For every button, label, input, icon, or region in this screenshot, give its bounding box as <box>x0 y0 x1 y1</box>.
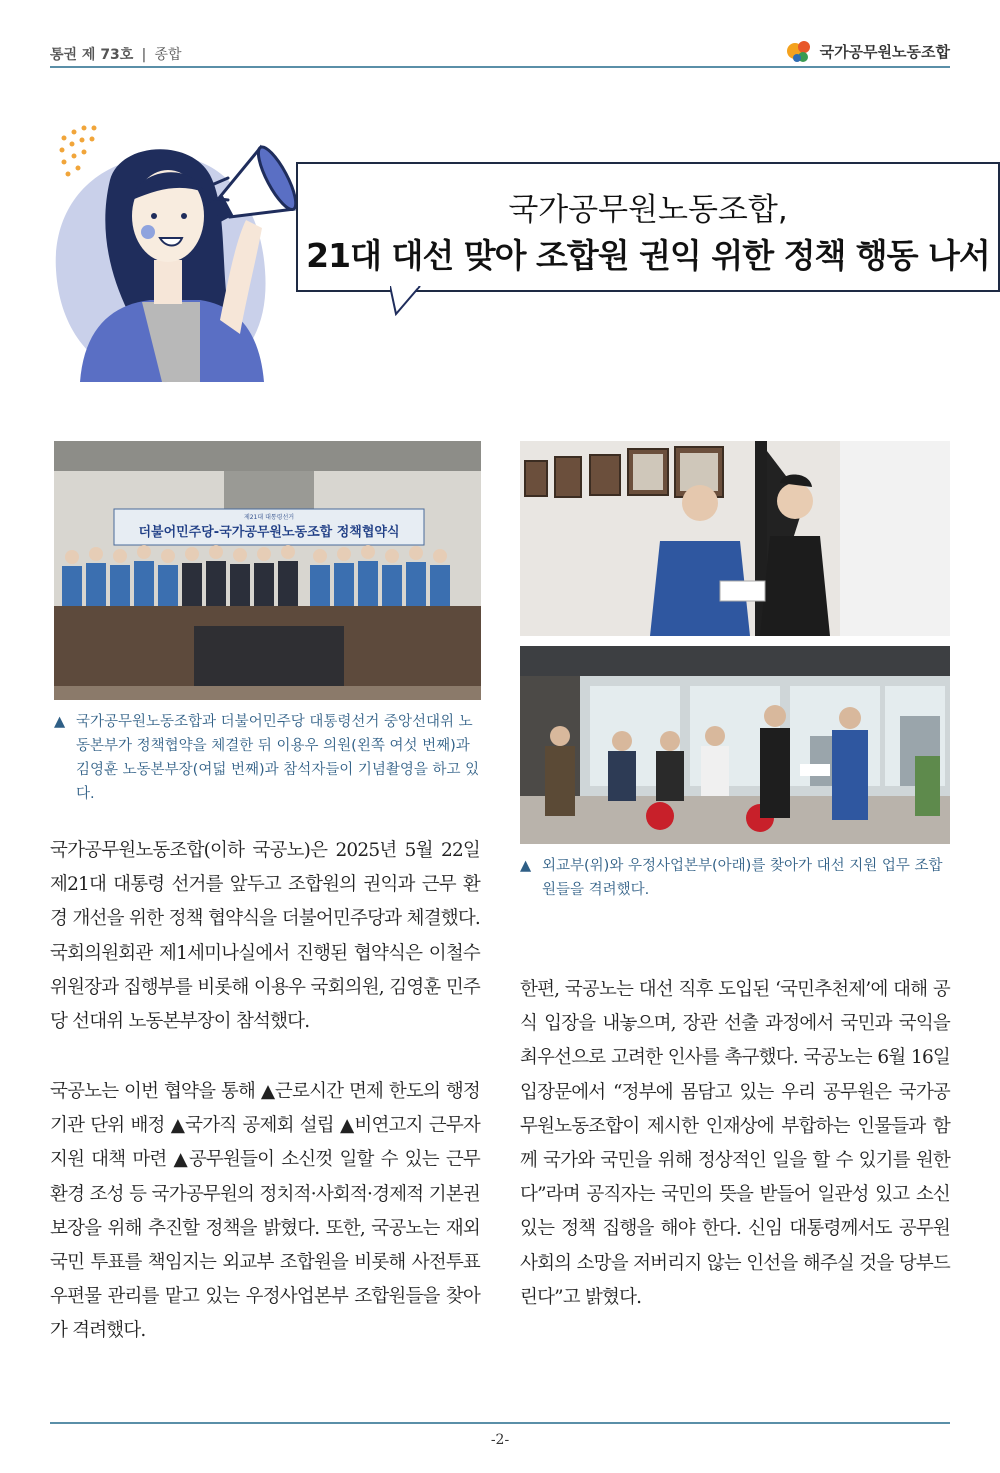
caption-marker-icon: ▲ <box>54 714 66 730</box>
headline-line1: 국가공무원노동조합, <box>508 192 788 228</box>
org-name: 국가공무원노동조합 <box>819 42 950 61</box>
article-paragraph-2: 국공노는 이번 협약을 통해 ▲근로시간 면제 한도의 행정기관 단위 배정 ▲국가직 공제회 설립 ▲비연고지 근무자 지원 대책 마련 ▲공무원들이 소신껏 일할 수 있는 근무 환경 조성 등 국가공무원의 정치적·사회적·경제적 기본권 보장을 위해 추진할 정책을 밝혔다. 또한, 국공노는 재외국민 투표를 책임지는 외교부 조합원을 비롯해 사전투표 우편물 관리를 맡고 있는 우정사업본부 조합원들을 찾아가 격려했다. <box>50 1081 480 1342</box>
postal-visit-photo <box>520 646 950 844</box>
mofa-visit-photo <box>520 441 950 636</box>
org-logo-block <box>786 38 950 64</box>
article-paragraph-1: 국가공무원노동조합(이하 국공노)은 2025년 5월 22일 제21대 대통령 선거를 앞두고 조합원의 권익과 근무 환경 개선을 위한 정책 협약식을 더불어민주당과 체결했다. 국회의원회관 제1세미나실에서 진행된 협약식은 이철수 위원장과 집행부를 비롯해 이용우 국회의원, 김영훈 민주당 선대위 노동본부장이 참석했다. <box>50 840 480 1033</box>
page-header <box>50 38 950 68</box>
header-divider: | <box>141 47 147 63</box>
issue-number: 통권 제 73호 <box>50 47 134 63</box>
bubble-tail <box>390 286 430 316</box>
headline-line2: 21대 대선 맞아 조합원 권익 위한 정책 행동 나서 <box>306 236 990 275</box>
article-paragraph-3: 한편, 국공노는 대선 직후 도입된 ‘국민추천제’에 대해 공식 입장을 내놓으며, 장관 선출 과정에서 국민과 국익을 최우선으로 고려한 인사를 촉구했다. 국공노는 6월 16일 입장문에서 “정부에 몸담고 있는 우리 공무원은 국가공무원노동조합이 제시한 인재상에 부합하는 인물들과 함께 국가와 국민을 위해 정상적인 일을 할 수 있기를 원한다”라며 공직자는 국민의 뜻을 받들어 일관성 있고 소신 있는 정책 집행을 해야 한다. 신임 대통령께서도 공무원 사회의 소망을 저버리지 않는 인선을 해주실 것을 당부드린다”고 밝혔다. <box>520 979 950 1308</box>
caption-text: 국가공무원노동조합과 더불어민주당 대통령선거 중앙선대위 노동본부가 정책협약을 체결한 뒤 이용우 의원(왼쪽 여섯 번째)과 김영훈 노동본부장(여덟 번째)과 참석자들이 기념촬영을 하고 있다. <box>76 714 480 802</box>
ceremony-photo <box>54 441 481 700</box>
issue-info <box>50 44 182 64</box>
caption-text: 외교부(위)와 우정사업본부(아래)를 찾아가 대선 지원 업무 조합원들을 격려했다. <box>542 858 943 898</box>
banner-main-text: 더불어민주당-국가공무원노동조합 정책협약식 <box>138 525 400 540</box>
banner-small-text: 제21대 대통령선거 <box>243 514 295 521</box>
page-number: -2- <box>490 1432 510 1448</box>
woman-megaphone-illustration <box>50 120 300 385</box>
hero-section <box>50 120 990 390</box>
footer-rule <box>50 1422 950 1424</box>
visit-caption <box>520 854 950 904</box>
section-name: 종합 <box>154 47 182 63</box>
header-rule <box>50 66 950 68</box>
headline-speech-bubble <box>296 162 1000 292</box>
union-logo-icon <box>786 38 814 64</box>
caption-marker-icon: ▲ <box>520 858 532 874</box>
ceremony-caption <box>54 710 481 802</box>
